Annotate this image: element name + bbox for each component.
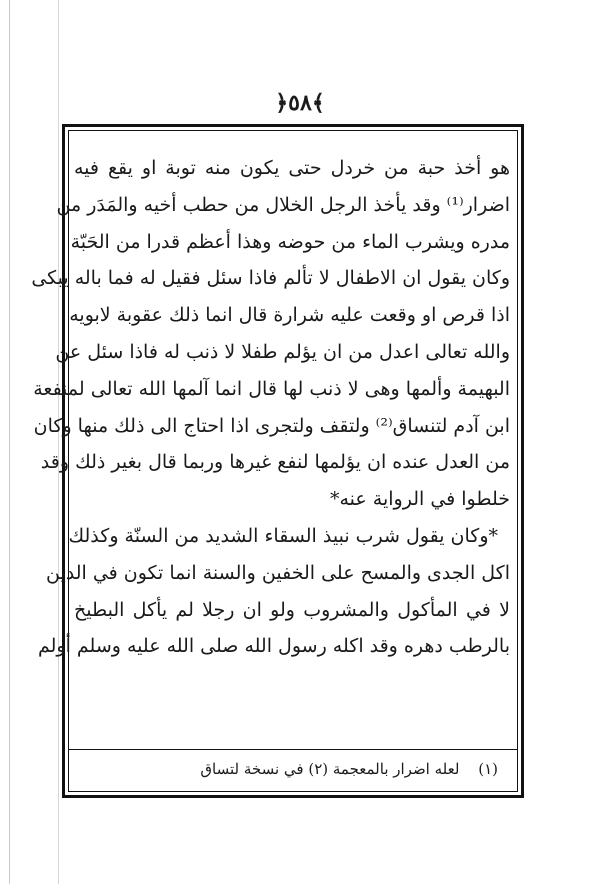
body-line: من العدل عنده ان يؤلمها لنفع غيرها وربما قال بغير ذلك وقد: [40, 451, 510, 474]
body-line: البهيمة وألمها وهى لا ذنب لها قال انما آلمها الله تعالى لمنفعة: [33, 377, 510, 400]
body-line: بالرطب دهره وقد اكله رسول الله صلى الله عليه وسلم أولم: [37, 635, 510, 658]
body-line: اضرار⁽¹⁾ وقد يأخذ الرجل الخلال من حطب أخيه والمَدَر من: [56, 193, 510, 216]
footnote: [160, 754, 498, 784]
body-text: [31, 150, 510, 665]
footnote-divider: [68, 749, 518, 750]
body-line: والله تعالى اعدل من ان يؤلم طفلا لا ذنب له فاذا سئل عن: [55, 340, 510, 363]
body-line: مدره ويشرب الماء من حوضه وهذا أعظم قدرا من الحَبّة: [70, 230, 510, 253]
footnote-text: لعله اضرار بالمعجمة (٢) في نسخة لتساق: [200, 760, 460, 778]
body-line: ابن آدم لتنساق⁽²⁾ ولتقف ولتجرى اذا احتاج الى ذلك منها وكان: [33, 414, 510, 437]
body-line: لا في المأكول والمشروب ولو ان رجلا لم يأكل البطيخ: [74, 598, 510, 621]
footnote-number: (١): [478, 760, 498, 778]
gutter-line-outer: [9, 0, 10, 884]
body-line: اذا قرص او وقعت عليه شرارة قال انما ذلك عقوبة لابويه: [69, 304, 510, 327]
body-line: *وكان يقول شرب نبيذ السقاء الشديد من السنّة وكذلك: [68, 524, 498, 547]
body-line: وكان يقول ان الاطفال لا تألم فاذا سئل فقيل له فما باله يبكى: [31, 267, 510, 290]
body-line: اكل الجدى والمسح على الخفين والسنة انما تكون في الدين: [45, 561, 510, 584]
body-line: هو أخذ حبة من خردل حتى يكون منه توبة او يقع فيه: [74, 157, 510, 179]
page-number: ﴿٥٨﴾: [275, 90, 325, 116]
body-line: خلطوا في الرواية عنه*: [330, 488, 510, 511]
